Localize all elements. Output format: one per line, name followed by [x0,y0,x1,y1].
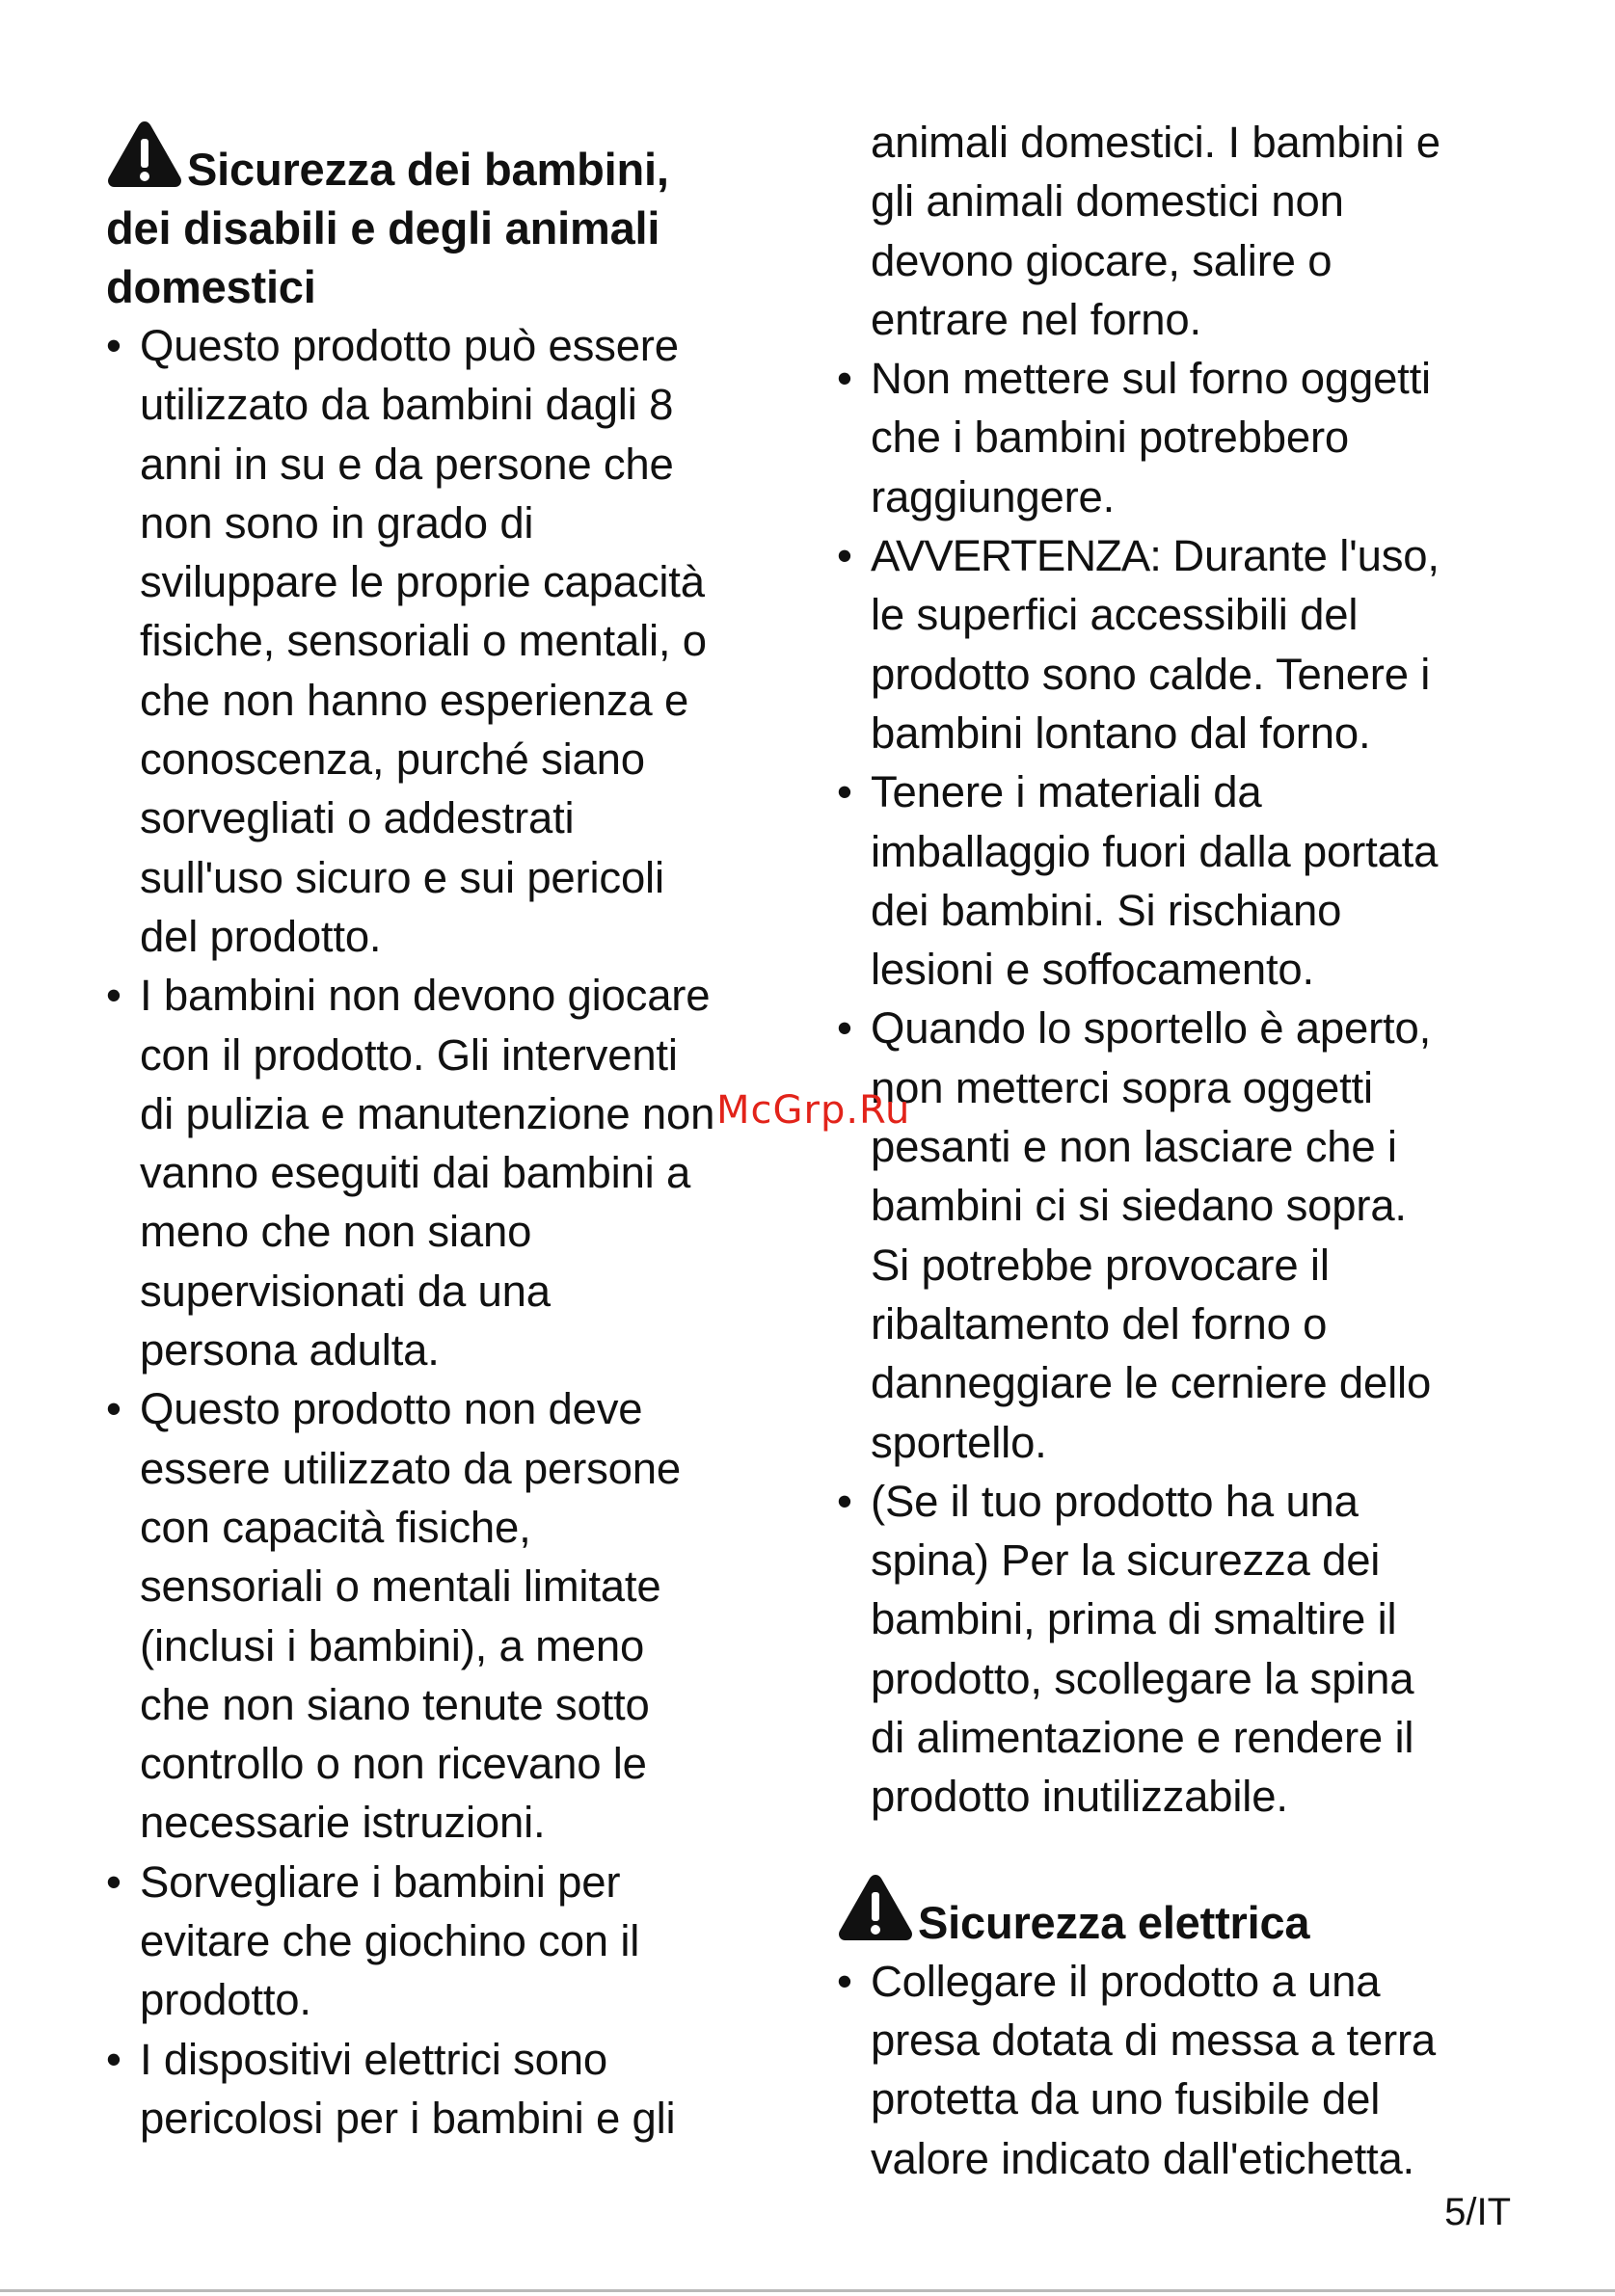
bullet-list-right [837,349,1531,1826]
item-line: pericolosi per i bambini e gli [140,2093,676,2143]
heading-text: Sicurezza elettrica [918,1896,1310,1948]
heading-line: domestici [106,261,316,312]
item-line: (Se il tuo prodotto ha una [871,1476,1359,1526]
item-line: persona adulta. [140,1325,440,1375]
item-line: Non mettere sul forno oggetti [871,354,1431,404]
item-line: Tenere i materiali da [871,767,1262,817]
item-line: Questo prodotto non deve [140,1384,643,1434]
bullet: • [837,767,852,817]
warning-triangle-icon [837,1873,914,1944]
item-line: anni in su e da persone che [140,439,674,489]
item-line: di alimentazione e rendere il [871,1713,1414,1763]
list-item [106,2030,800,2149]
section-heading-electrical-safety [837,1867,1531,1952]
item-line: pesanti e non lasciare che i [871,1122,1397,1172]
item-line: protetta da uno fusibile del [871,2074,1381,2124]
item-line: non sono in grado di [140,497,534,547]
item-line: entrare nel forno. [871,294,1201,344]
item-line: sensoriali o mentali limitate [140,1562,661,1612]
list-item [837,999,1531,1471]
item-line: che i bambini potrebbero [871,413,1350,463]
item-line: meno che non siano [140,1207,532,1257]
bottom-rule [0,2289,1615,2292]
item-line: fisiche, sensoriali o mentali, o [140,616,707,666]
item-line: prodotto inutilizzabile. [871,1772,1288,1822]
list-item [837,1952,1531,2188]
item-line: di pulizia e manutenzione non [140,1088,715,1138]
item-line: I dispositivi elettrici sono [140,2034,607,2084]
right-column [837,113,1531,2188]
list-item [106,1379,800,1852]
bullet: • [837,531,852,581]
item-line: ribaltamento del forno o [871,1298,1328,1348]
item-line: prodotto sono calde. Tenere i [871,649,1431,699]
item-line: valore indicato dall'etichetta. [871,2133,1414,2183]
item-line: del prodotto. [140,911,382,961]
list-item [837,349,1531,526]
item-line: sorvegliati o addestrati [140,793,575,843]
bullet: • [106,1856,121,1907]
list-item [106,966,800,1379]
bullet: • [106,971,121,1021]
left-column [106,114,800,2148]
item-line: con il prodotto. Gli interventi [140,1029,678,1080]
continuation-text [837,113,1531,349]
bullet: • [837,354,852,404]
heading-line: dei disabili e degli animali [106,202,660,254]
item-line: che non hanno esperienza e [140,675,689,725]
bullet-list-electrical [837,1952,1531,2188]
item-line: lesioni e soffocamento. [871,945,1314,995]
item-line: Quando lo sportello è aperto, [871,1003,1432,1054]
list-item [106,1853,800,2030]
item-line: essere utilizzato da persone [140,1443,681,1493]
item-line: prodotto, scollegare la spina [871,1653,1414,1703]
item-line: necessarie istruzioni. [140,1798,546,1848]
item-line: non metterci sopra oggetti [871,1062,1373,1112]
item-line: sull'uso sicuro e sui pericoli [140,852,664,902]
item-line: gli animali domestici non [871,176,1344,227]
item-line: devono giocare, salire o [871,235,1332,285]
item-line: raggiungere. [871,471,1116,521]
item-line: vanno eseguiti dai bambini a [140,1148,691,1198]
item-line: sportello. [871,1417,1047,1467]
heading-line: Sicurezza dei bambini, [187,144,669,195]
section-heading-child-safety [106,114,800,316]
page-number: 5/IT [1444,2191,1511,2233]
item-line: spina) Per la sicurezza dei [871,1535,1381,1586]
list-item [837,1472,1531,1827]
item-line: I bambini non devono giocare [140,971,711,1021]
item-line: supervisionati da una [140,1266,551,1316]
bullet: • [837,1476,852,1526]
bullet: • [837,1956,852,2006]
warning-label: AVVERTENZA: [871,531,1161,581]
item-line: animali domestici. I bambini e [871,118,1440,167]
bullet-list-left [106,316,800,2148]
item-line: sviluppare le proprie capacità [140,557,705,607]
item-line: (inclusi i bambini), a meno [140,1620,645,1670]
item-line: Collegare il prodotto a una [871,1956,1381,2006]
item-line: dei bambini. Si rischiano [871,885,1342,935]
list-item [106,316,800,966]
item-line: utilizzato da bambini dagli 8 [140,380,674,430]
item-line: Sorvegliare i bambini per [140,1856,621,1907]
item-line: le superfici accessibili del [871,590,1359,640]
item-line: presa dotata di messa a terra [871,2015,1437,2065]
warning-triangle-icon [106,120,183,191]
item-line: Questo prodotto può essere [140,321,679,370]
item-line: bambini, prima di smaltire il [871,1594,1397,1644]
item-line: con capacità fisiche, [140,1502,531,1552]
item-line: controllo o non ricevano le [140,1739,647,1789]
item-line: che non siano tenute sotto [140,1679,650,1729]
item-line: danneggiare le cerniere dello [871,1358,1432,1408]
watermark: McGrp.Ru [716,1088,911,1133]
item-line: Si potrebbe provocare il [871,1240,1330,1290]
list-item-warning [837,526,1531,762]
bullet: • [106,1384,121,1434]
item-line: imballaggio fuori dalla portata [871,826,1439,876]
list-item [837,762,1531,999]
item-line: bambini ci si siedano sopra. [871,1181,1407,1231]
item-line: prodotto. [140,1975,311,2025]
bullet: • [837,1003,852,1054]
item-line: conoscenza, purché siano [140,734,645,785]
bullet: • [106,2034,121,2084]
bullet: • [106,321,121,370]
item-line: bambini lontano dal forno. [871,707,1371,758]
item-line: Durante l'uso, [1160,531,1440,581]
item-line: evitare che giochino con il [140,1916,640,1966]
